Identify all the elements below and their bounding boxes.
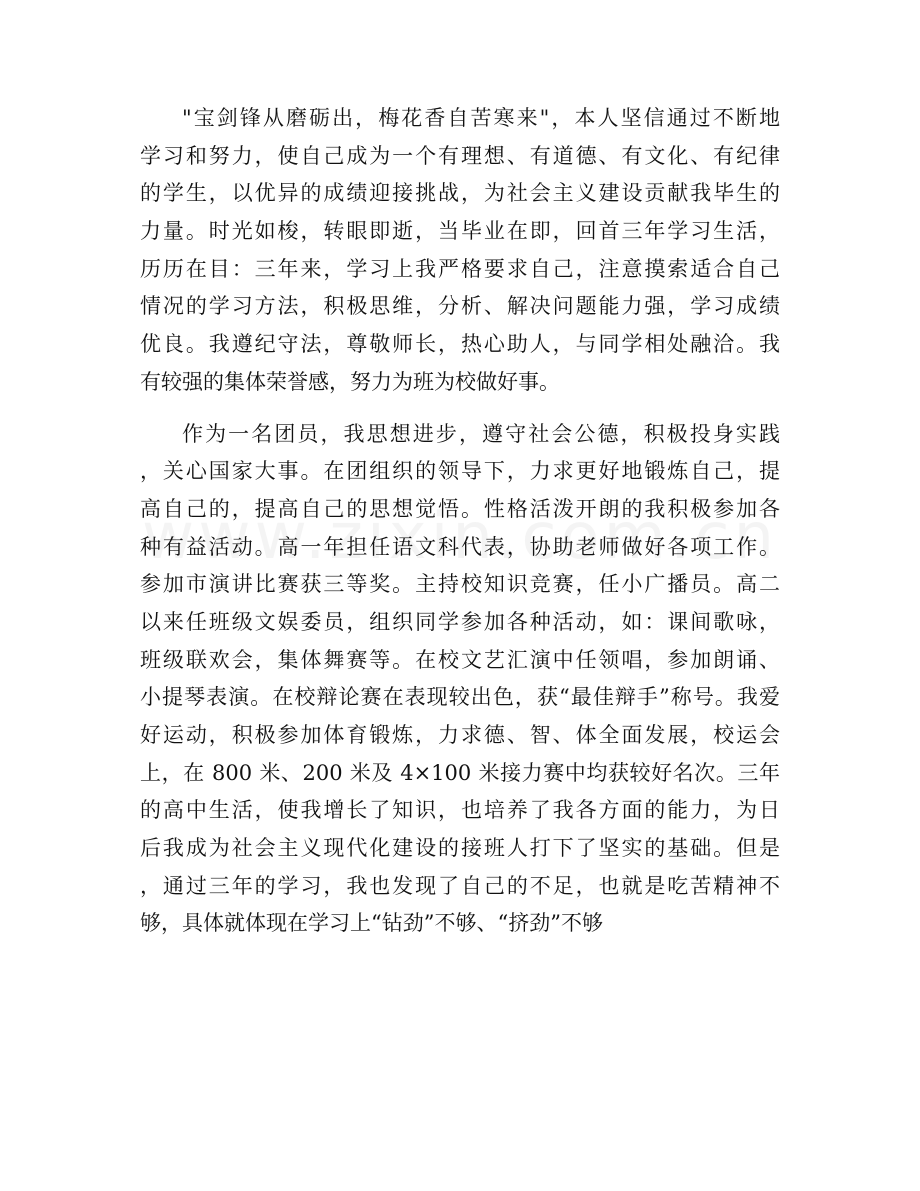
paragraph-league-member xyxy=(140,416,780,944)
text-line: 高自己的，提高自己的思想觉悟。性格活泼开朗的我积极参加各 xyxy=(140,496,780,521)
text-line: 的学生，以优异的成绩迎接挑战，为社会主义建设贡献我毕生的 xyxy=(140,181,780,206)
text-line: 以来任班级文娱委员，组织同学参加各种活动，如：课间歌咏， xyxy=(140,609,780,634)
text-line: ，关心国家大事。在团组织的领导下，力求更好地锻炼自己，提 xyxy=(140,459,780,484)
text-line: 够，具体就体现在学习上“钻劲”不够、“挤劲”不够 xyxy=(140,911,603,936)
text-line: 力量。时光如梭，转眼即逝，当毕业在即，回首三年学习生活， xyxy=(140,219,780,244)
text-line: 的高中生活，使我增长了知识，也培养了我各方面的能力，为日 xyxy=(140,798,780,823)
text-line: ，通过三年的学习，我也发现了自己的不足，也就是吃苦精神不 xyxy=(140,873,780,898)
text-line: 有较强的集体荣誉感，努力为班为校做好事。 xyxy=(140,369,560,394)
text-line: 情况的学习方法，积极思维，分析、解决问题能力强，学习成绩 xyxy=(140,294,780,319)
text-line: 优良。我遵纪守法，尊敬师长，热心助人，与同学相处融洽。我 xyxy=(140,332,780,357)
text-line: 后我成为社会主义现代化建设的接班人打下了坚实的基础。但是 xyxy=(140,836,780,861)
text-line: 参加市演讲比赛获三等奖。主持校知识竞赛，任小广播员。高二 xyxy=(140,572,780,597)
text-line: 上，在 800 米、200 米及 4×100 米接力赛中均获较好名次。三年 xyxy=(140,760,780,785)
text-line: 班级联欢会，集体舞赛等。在校文艺汇演中任领唱，参加朗诵、 xyxy=(140,647,780,672)
text-line: 小提琴表演。在校辩论赛在表现较出色，获“最佳辩手”称号。我爱 xyxy=(140,685,780,710)
text-line: 历历在目：三年来，学习上我严格要求自己，注意摸索适合自己 xyxy=(140,256,780,281)
paragraph-self-evaluation xyxy=(140,100,780,402)
text-line: "宝剑锋从磨砺出，梅花香自苦寒来"，本人坚信通过不断地 xyxy=(182,106,780,130)
document-body xyxy=(140,100,780,943)
text-line: 种有益活动。高一年担任语文科代表，协助老师做好各项工作。 xyxy=(140,534,780,559)
text-line: 作为一名团员，我思想进步，遵守社会公德，积极投身实践 xyxy=(182,421,780,446)
text-line: 学习和努力，使自己成为一个有理想、有道德、有文化、有纪律 xyxy=(140,143,780,168)
text-line: 好运动，积极参加体育锻炼，力求德、智、体全面发展，校运会 xyxy=(140,723,780,747)
